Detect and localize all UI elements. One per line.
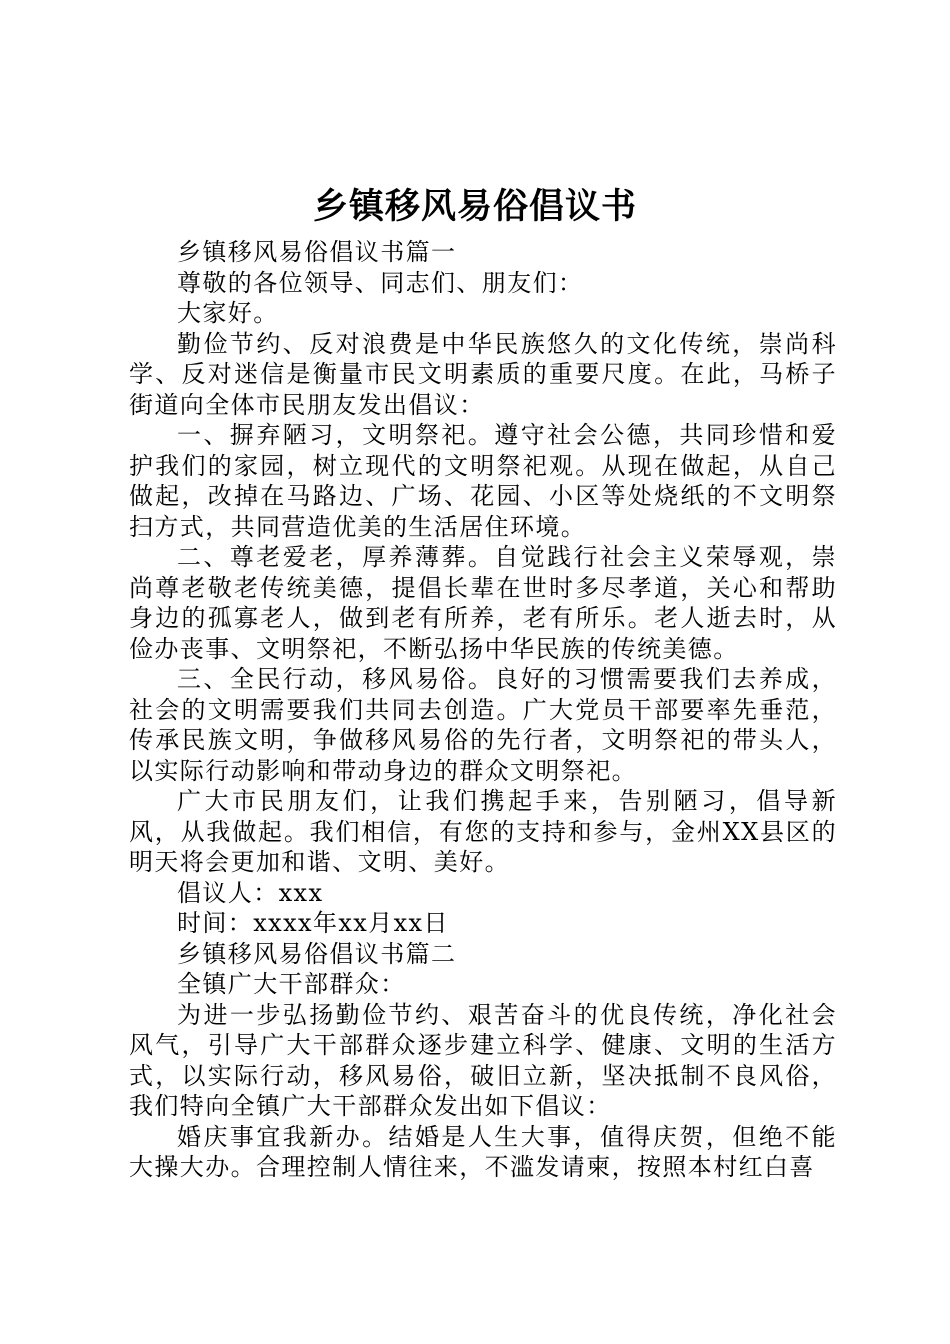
paragraph-salutation-2: 全镇广大干部群众： — [177, 970, 406, 998]
paragraph-intro-2: 为进一步弘扬勤俭节约、艰苦奋斗的优良传统，净化社会风气，引导广大干部群众逐步建立科学、健康、文明的生活方式，以实际行动，移风易俗，破旧立新，坚决抵制不良风俗，我们特向全镇广大干部群众发出如下倡议： — [129, 1000, 837, 1120]
paragraph-section-heading-1: 乡镇移风易俗倡议书篇一 — [177, 238, 457, 266]
paragraph-item-wedding: 婚庆事宜我新办。结婚是人生大事，值得庆贺，但绝不能大操大办。合理控制人情往来，不滥发请柬，按照本村红白喜 — [129, 1122, 837, 1181]
paragraph-salutation-1: 尊敬的各位领导、同志们、朋友们： — [177, 268, 584, 297]
paragraph-greeting: 大家好。 — [177, 299, 279, 327]
paragraph-section-heading-2: 乡镇移风易俗倡议书篇二 — [177, 939, 457, 968]
paragraph-item-2: 二、尊老爱老，厚养薄葬。自觉践行社会主义荣辱观，崇尚尊老敬老传统美德，提倡长辈在世时多尽孝道，关心和帮助身边的孤寡老人，做到老有所养，老有所乐。老人逝去时，从俭办丧事、文明祭祀，不断弘扬中华民族的传统美德。 — [129, 543, 837, 663]
document-title: 乡镇移风易俗倡议书 — [312, 186, 637, 227]
paragraph-item-1: 一、摒弃陋习，文明祭祀。遵守社会公德，共同珍惜和爱护我们的家园，树立现代的文明祭祀观。从现在做起，从自己做起，改掉在马路边、广场、花园、小区等处烧纸的不文明祭扫方式，共同营造优美的生活居住环境。 — [129, 421, 837, 541]
paragraph-closing-1: 广大市民朋友们，让我们携起手来，告别陋习，倡导新风，从我做起。我们相信，有您的支持和参与，金州XX县区的明天将会更加和谐、文明、美好。 — [129, 787, 837, 876]
document-body — [129, 237, 837, 1183]
paragraph-signer: 倡议人：xxx — [177, 878, 324, 907]
paragraph-intro-1: 勤俭节约、反对浪费是中华民族悠久的文化传统，崇尚科学、反对迷信是衡量市民文明素质的重要尺度。在此，马桥子街道向全体市民朋友发出倡议： — [129, 329, 837, 419]
paragraph-item-3: 三、全民行动，移风易俗。良好的习惯需要我们去养成，社会的文明需要我们共同去创造。广大党员干部要率先垂范，传承民族文明，争做移风易俗的先行者，文明祭祀的带头人，以实际行动影响和带动身边的群众文明祭祀。 — [129, 665, 837, 785]
paragraph-date: 时间：xxxx年xx月xx日 — [177, 909, 449, 937]
